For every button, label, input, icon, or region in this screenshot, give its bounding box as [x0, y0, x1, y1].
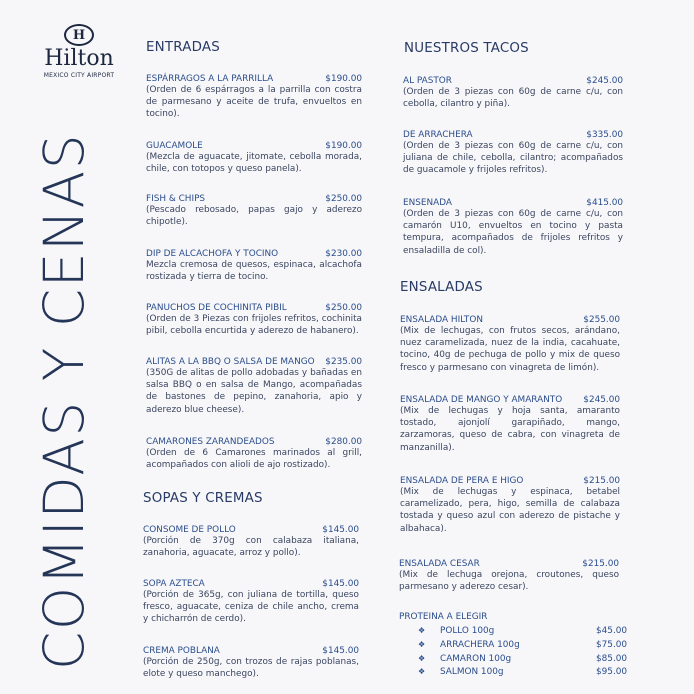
item-name: SOPA AZTECA	[143, 579, 205, 589]
item-description: (350G de alitas de pollo adobadas y bañadas en salsa BBQ o en salsa de Mango, acompañadas de bastones de pepino, zanahoria, apio y aderezo blue cheese).	[146, 368, 362, 415]
item-name: ENSALADA CESAR	[399, 559, 480, 569]
item-name: ENSENADA	[403, 198, 452, 208]
menu-item-camarones	[146, 437, 362, 471]
item-name: ESPÁRRAGOS A LA PARRILLA	[146, 74, 274, 84]
section-title-tacos: NUESTROS TACOS	[404, 41, 529, 56]
hilton-mark-icon: H	[64, 24, 94, 46]
proteina-header	[399, 612, 619, 622]
menu-item-ensenada	[403, 198, 623, 257]
menu-item-ensalada-hilton	[400, 315, 620, 374]
item-price: $235.00	[325, 357, 362, 367]
menu-item-ensalada-cesar	[399, 559, 619, 593]
proteina-title: PROTEINA A ELEGIR	[399, 612, 488, 622]
hilton-logo	[38, 24, 120, 79]
item-description: Mezcla cremosa de quesos, espinaca, alcachofa rostizada y tierra de tocino.	[146, 260, 362, 283]
protein-price: $75.00	[596, 640, 628, 650]
protein-name: POLLO 100g	[440, 626, 495, 636]
item-description: (Orden de 6 espárragos a la parrilla con costra de parmesano y aceite de trufa, envueltos en tocino).	[146, 85, 362, 120]
item-description: (Mix de lechugas y espinaca, betabel caramelizado, pera, higo, semilla de calabaza tostada y queso azul con aderezo de pistache y albahaca).	[400, 487, 620, 534]
menu-item-ensalada-mango	[400, 395, 620, 454]
item-price: $215.00	[582, 559, 619, 569]
item-name: CREMA POBLANA	[143, 646, 220, 656]
menu-item-guacamole	[146, 141, 362, 175]
protein-name: ARRACHERA 100g	[440, 640, 520, 650]
item-description: (Mix de lechugas y hoja santa, amaranto tostado, ajonjolí garapiñado, mango, zarzamoras, queso de cabra, con vinagreta de manzanilla).	[400, 406, 620, 453]
proteina-option	[418, 626, 627, 636]
menu-item-arrachera	[403, 130, 623, 177]
diamond-bullet-icon: ❖	[418, 640, 426, 649]
item-description: (Orden de 6 Camarones marinados al grill, acompañados con alioli de ajo rostizado).	[146, 448, 362, 471]
item-name: ENSALADA DE PERA E HIGO	[400, 476, 524, 486]
item-name: CONSOME DE POLLO	[143, 525, 236, 535]
item-name: ALITAS A LA BBQ O SALSA DE MANGO	[146, 357, 315, 367]
item-description: (Porción de 250g, con trozos de rajas poblanas, elote y queso manchego).	[143, 657, 359, 680]
item-name: DE ARRACHERA	[403, 130, 473, 140]
item-price: $145.00	[322, 646, 359, 656]
item-price: $145.00	[322, 525, 359, 535]
protein-name: SALMON 100g	[440, 667, 504, 677]
item-description: (Porción de 365g, con juliana de tortilla, queso fresco, aguacate, ceniza de chile ancho, crema y chicharrón de cerdo).	[143, 590, 359, 625]
item-name: FISH & CHIPS	[146, 194, 206, 204]
section-title-entradas: ENTRADAS	[146, 40, 220, 55]
item-description: (Orden de 3 piezas con 60g de carne c/u, con juliana de chile, cebolla, cilantro; acompañados de guacamole y frijoles refritos).	[403, 141, 623, 176]
item-name: AL PASTOR	[403, 76, 452, 86]
protein-price: $85.00	[596, 654, 628, 664]
menu-item-esparragos	[146, 74, 362, 121]
item-name: ENSALADA HILTON	[400, 315, 483, 325]
menu-item-ensalada-pera	[400, 476, 620, 535]
brand-name: Hilton	[44, 46, 114, 71]
proteina-option	[418, 640, 627, 650]
item-price: $415.00	[586, 198, 623, 208]
item-price: $250.00	[325, 303, 362, 313]
item-description: (Mezcla de aguacate, jitomate, cebolla morada, chile, con totopos y queso panela).	[146, 152, 362, 175]
item-price: $255.00	[583, 315, 620, 325]
item-description: (Orden de 3 piezas con 60g de carne c/u, con cebolla, cilantro y piña).	[403, 87, 623, 110]
diamond-bullet-icon: ❖	[418, 626, 426, 635]
menu-side-title: COMIDAS Y CENAS	[32, 132, 96, 670]
proteina-option	[418, 667, 627, 677]
item-name: PANUCHOS DE COCHINITA PIBIL	[146, 303, 287, 313]
item-description: (Orden de 3 Piezas con frijoles refritos, cochinita pibil, cebolla encurtida y aderezo de habanero).	[146, 314, 362, 337]
brand-location: MEXICO CITY AIRPORT	[43, 72, 115, 79]
menu-item-panuchos	[146, 303, 362, 337]
item-description: (Mix de lechugas, con frutos secos, arándano, nuez caramelizada, nuez de la india, cacahuate, tocino, 40g de pechuga de pollo y mix de queso fresco y parmesano con vinagreta de limón).	[400, 326, 620, 373]
section-title-ensaladas: ENSALADAS	[400, 280, 483, 295]
item-price: $230.00	[325, 249, 362, 259]
menu-item-sopa-azteca	[143, 579, 359, 626]
item-name: DIP DE ALCACHOFA Y TOCINO	[146, 249, 279, 259]
item-name: CAMARONES ZARANDEADOS	[146, 437, 275, 447]
menu-item-consome	[143, 525, 359, 559]
item-price: $335.00	[586, 130, 623, 140]
protein-name: CAMARON 100g	[440, 654, 512, 664]
menu-item-fish-chips	[146, 194, 362, 228]
item-description: (Orden de 3 piezas con 60g de carne c/u, con camarón U10, envueltos en tocino y pasta tempura, acompañados de frijoles refritos y ensaladilla de col).	[403, 209, 623, 256]
item-name: GUACAMOLE	[146, 141, 203, 151]
item-price: $245.00	[583, 395, 620, 405]
protein-price: $95.00	[596, 667, 628, 677]
diamond-bullet-icon: ❖	[418, 654, 426, 663]
item-name: ENSALADA DE MANGO Y AMARANTO	[400, 395, 563, 405]
item-description: (Pescado rebosado, papas gajo y aderezo chipotle).	[146, 205, 362, 228]
item-price: $215.00	[583, 476, 620, 486]
menu-item-al-pastor	[403, 76, 623, 110]
item-price: $250.00	[325, 194, 362, 204]
item-price: $245.00	[586, 76, 623, 86]
menu-item-alitas	[146, 357, 362, 416]
menu-item-crema-poblana	[143, 646, 359, 680]
item-price: $145.00	[322, 579, 359, 589]
diamond-bullet-icon: ❖	[418, 667, 426, 676]
item-price: $280.00	[325, 437, 362, 447]
protein-price: $45.00	[596, 626, 628, 636]
item-price: $190.00	[325, 141, 362, 151]
item-price: $190.00	[325, 74, 362, 84]
item-description: (Mix de lechuga orejona, croutones, queso parmesano y aderezo cesar).	[399, 570, 619, 593]
item-description: (Porción de 370g con calabaza italiana, zanahoria, aguacate, arroz y pollo).	[143, 536, 359, 559]
proteina-option	[418, 654, 627, 664]
section-title-sopas: SOPAS Y CREMAS	[143, 491, 263, 506]
menu-item-dip-alcachofa	[146, 249, 362, 283]
